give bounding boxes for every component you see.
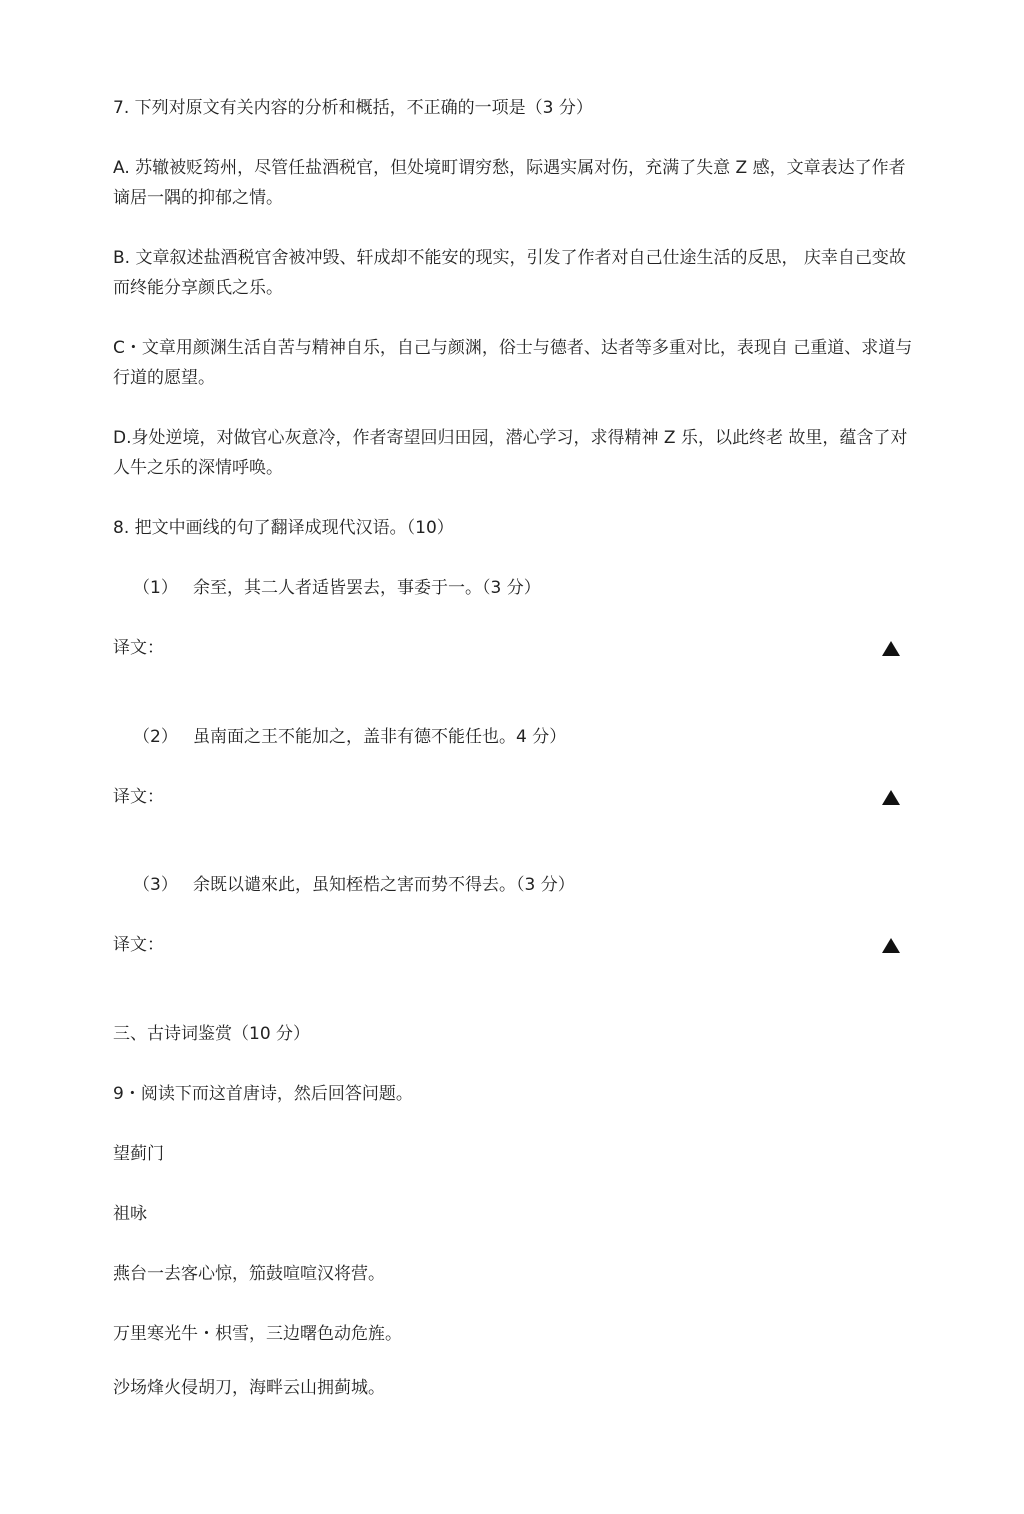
q8-item-3-text: 余既以谴來此，虽知桎梏之害而势不得去。（3 分） bbox=[193, 875, 575, 895]
q8-item-3 bbox=[133, 874, 575, 896]
q8-item-1-number: （1） bbox=[133, 578, 178, 598]
q9-stem: 9・阅读下而这首唐诗，然后回答问题。 bbox=[113, 1084, 413, 1104]
q8-item-2 bbox=[133, 726, 566, 748]
q8-stem: 8. 把文中画线的句了翻译成现代汉语。（10） bbox=[113, 518, 454, 538]
q8-item-2-number: （2） bbox=[133, 727, 178, 747]
poem-line-1: 燕台一去客心惊，笳鼓喧喧汉将营。 bbox=[113, 1264, 385, 1284]
q8-item-2-answer-label: 译文： bbox=[113, 787, 164, 807]
q7-option-d: D.身处逆境，对做官心灰意冷，作者寄望回归田园，潜心学习，求得精神 Z 乐，以此终老 故里，蕴含了对人牛之乐的深情呼唤。 bbox=[113, 428, 908, 478]
q7-stem: 7. 下列对原文有关内容的分析和概括，不正确的一项是（3 分） bbox=[113, 98, 593, 118]
q7-option-a: A. 苏辙被贬筠州，尽管任盐酒税官，但处境町谓穷愁，际遇实属对伤，充满了失意 Z 感，文章表达了作者谪居一隅的抑郁之情。 bbox=[113, 158, 906, 208]
answer-triangle-icon bbox=[882, 790, 900, 805]
q7-option-b: B. 文章叙述盐酒税官舍被冲毁、轩成却不能安的现实，引发了作者对自己仕途生活的反思， 庆幸自己变故而终能分享颜氏之乐。 bbox=[113, 248, 906, 298]
q8-item-3-answer-label: 译文： bbox=[113, 935, 164, 955]
q8-item-1-answer-label: 译文： bbox=[113, 638, 164, 658]
q8-item-2-text: 虽南面之王不能加之，盖非有德不能任也。4 分） bbox=[193, 727, 567, 747]
answer-triangle-icon bbox=[882, 938, 900, 953]
poem-line-2: 万里寒光牛・枳雪，三边曙色动危旌。 bbox=[113, 1324, 402, 1344]
q8-item-1-text: 余至，其二人者适皆罢去，事委于一。（3 分） bbox=[193, 578, 541, 598]
poem-line-3: 沙场烽火侵胡刀，海畔云山拥蓟城。 bbox=[113, 1378, 385, 1398]
q8-item-3-number: （3） bbox=[133, 875, 178, 895]
poem-title: 望蓟门 bbox=[113, 1144, 164, 1164]
section3-heading: 三、古诗词鉴赏（10 分） bbox=[113, 1024, 311, 1044]
q7-option-c: C・文章用颜渊生活自苦与精神自乐，自己与颜渊，俗士与德者、达者等多重对比，表现自 己重道、求道与行道的愿望。 bbox=[113, 338, 913, 388]
q8-item-1 bbox=[133, 577, 541, 599]
poem-author: 祖咏 bbox=[113, 1204, 147, 1224]
answer-triangle-icon bbox=[882, 641, 900, 656]
